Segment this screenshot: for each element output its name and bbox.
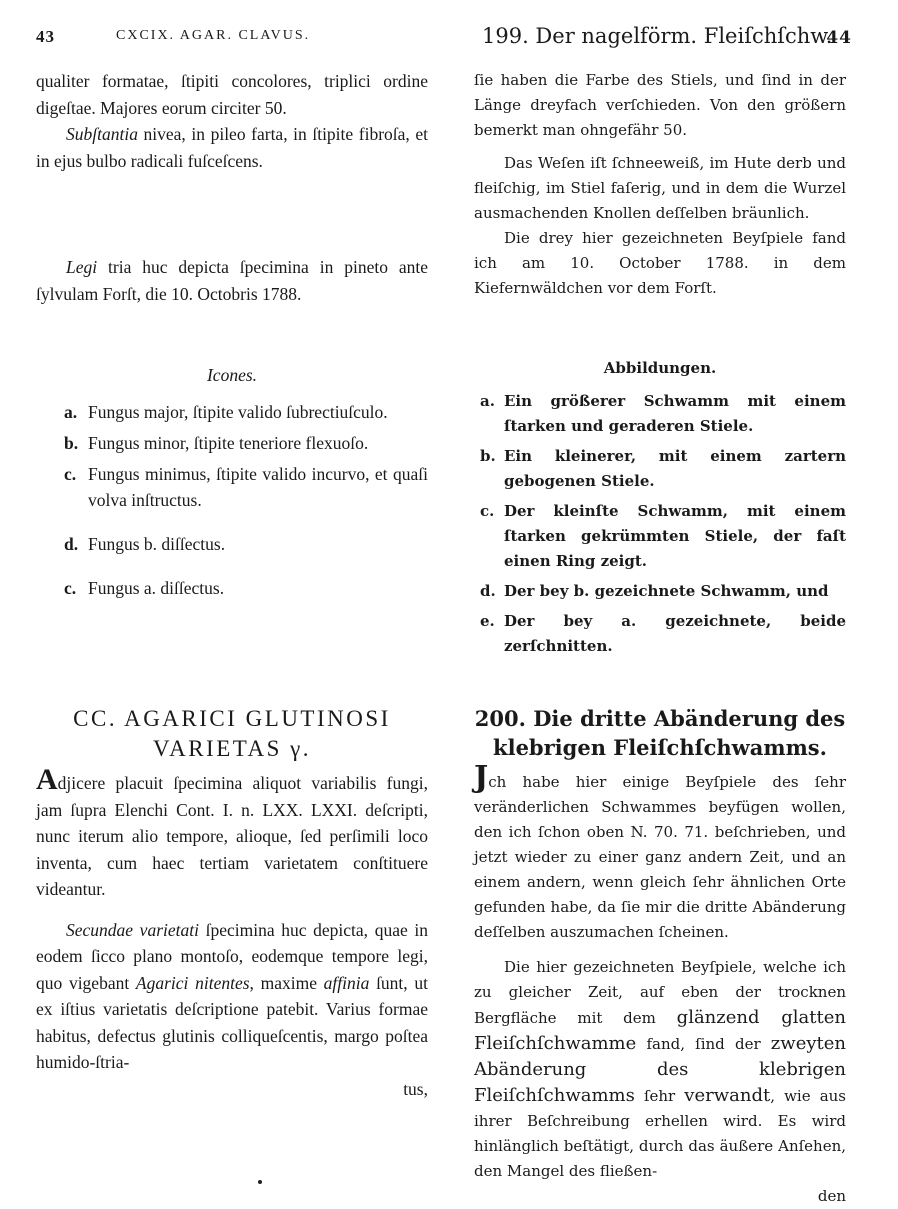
italic-term: affinia: [323, 972, 370, 993]
item-marker: c.: [480, 502, 495, 520]
section-title: 200. Die dritte Abänderung des klebrigen Fleiſchſchwamms.: [474, 706, 846, 760]
item-marker: c.: [64, 463, 77, 484]
paragraph: Das Weſen iſt ſchneeweiß, im Hute derb und fleiſchig, im Stiel faſerig, und in dem die Wurzel ausmachenden Knollen deſſelben bräunlich.: [474, 154, 846, 222]
paragraph-text: ſpecimina huc depicta, quae in eodem ſicco plano montoſo, eodemque tempore legi, quo vigebant: [36, 919, 428, 993]
paragraph: qualiter formatae, ſtipiti concolores, triplici ordine digeſtae. Majores eorum circiter 50.: [36, 71, 428, 118]
paragraph: ſie haben die Farbe des Stiels, und ſind in der Länge dreyfach verſchieden. Von den größern bemerkt man ohngefähr 50.: [474, 71, 846, 139]
abbildungen-list: [474, 389, 846, 659]
item-text: Ein kleinerer, mit einem zartern gebogenen Stiele.: [504, 447, 846, 490]
section-cc: [36, 704, 428, 1102]
italic-term: Agarici nitentes: [135, 972, 250, 993]
catchword: den: [817, 1187, 846, 1205]
list-item: [474, 444, 846, 494]
item-text: Fungus minor, ſtipite teneriore flexuoſo.: [88, 432, 369, 453]
section-200: [474, 704, 846, 1209]
paragraph: [36, 121, 428, 174]
item-marker: d.: [480, 582, 496, 600]
paragraph: [36, 763, 428, 903]
item-text: Fungus minimus, ſtipite valido incurvo, et quaſi volva inſtructus.: [88, 463, 428, 510]
icones-section: [36, 362, 428, 606]
page-number: 44: [826, 28, 852, 48]
running-title: CXCIX. AGAR. CLAVUS.: [116, 28, 311, 43]
paragraph-text: ſunt, ut ex iſtius varietatis deſcriptione patebit. Varius formae habitus, defectus glutinis colliqueſcentis, margo poſtea humido-ſtria-: [36, 972, 428, 1072]
running-title: 199. Der nagelförm. Fleiſchſchw.: [482, 24, 833, 48]
collection-note: [36, 254, 428, 307]
abbildungen-section: [474, 356, 846, 664]
list-item: [36, 531, 428, 557]
paragraph-text: Die hier gezeichneten Beyſpiele, welche ich zu gleicher Zeit, auf eben der trocknen Bergfläche mit dem: [474, 958, 846, 1027]
drop-cap: J: [474, 760, 489, 795]
paragraph: Die drey hier gezeichneten Beyſpiele fand ich am 10. October 1788. in dem Kiefernwäldchen vor dem Forſt.: [474, 229, 846, 297]
page-number: 43: [36, 27, 55, 46]
paragraph-text: ch habe hier einige Beyſpiele des ſehr veränderlichen Schwammes beyfügen wollen, den ich ſchon oben N. 70. 71. beſchrieben, und jetzt wieder zu einer ganz andern Zeit, und an einem andern, wenn gleich ſehr ähnlichen Orte gefunden habe, da ſie mir die dritte Abänderung deſſelben auszumachen ſcheinen.: [474, 773, 846, 941]
item-marker: a.: [64, 401, 78, 422]
list-item: [474, 579, 846, 604]
drop-cap: A: [36, 763, 58, 796]
paragraph: [36, 917, 428, 1076]
item-marker: e.: [480, 612, 495, 630]
list-item: [36, 461, 428, 513]
abbildungen-heading: Abbildungen.: [603, 359, 717, 377]
item-text: Fungus a. diſſectus.: [88, 577, 225, 598]
emphasized-term: glänzend glatten Fleiſchſchwamme: [474, 1007, 846, 1054]
list-item: [36, 399, 428, 425]
print-mark: [258, 1180, 262, 1184]
emphasized-term: verwandt: [684, 1085, 771, 1106]
item-marker: d.: [64, 533, 79, 554]
emphasized-term: zweyten Abänderung des klebrigen Fleiſchſchwamms: [474, 1033, 846, 1106]
icones-list: [36, 399, 428, 601]
item-marker: b.: [480, 447, 496, 465]
paragraph-text: djicere placuit ſpecimina aliquot variabilis fungi, jam ſupra Elenchi Cont. I. n. LXX. LXXI. deſcripti, nunc iterum alio tempore, alioque, ſed perſimili loco inventa, cum haec tertiam varietatem conſtituere videantur.: [36, 773, 428, 899]
item-text: Der bey a. gezeichnete, beide zerſchnitten.: [504, 612, 846, 655]
paragraph: [474, 760, 846, 945]
item-marker: b.: [64, 432, 79, 453]
list-item: [474, 389, 846, 439]
section-title-line: VARIETAS γ.: [152, 736, 312, 761]
lead-term: Legi: [66, 257, 98, 277]
lead-term: Subſtantia: [66, 124, 138, 144]
paragraph-text: nivea, in pileo farta, in ſtipite fibroſa, et in ejus bulbo radicali fuſceſcens.: [36, 124, 428, 171]
list-item: [36, 430, 428, 456]
item-text: Der kleinſte Schwamm, mit einem ſtarken gekrümmten Stiele, der faſt einen Ring zeigt.: [504, 502, 846, 570]
section-title-line: CC. AGARICI GLUTINOSI: [73, 706, 391, 731]
list-item: [474, 609, 846, 659]
item-marker: c.: [64, 577, 77, 598]
paragraph: [36, 254, 428, 307]
item-text: Der bey b. gezeichnete Schwamm, und: [504, 582, 829, 600]
paragraph-text: , wie aus ihrer Beſchreibung erhellen wird. Es wird hinlänglich beſtätigt, durch das äußere Anſehen, den Mangel des fließen-: [474, 1087, 846, 1180]
item-text: Fungus b. diſſectus.: [88, 533, 226, 554]
item-text: Fungus major, ſtipite valido ſubrectiuſculo.: [88, 401, 388, 422]
description-block: [474, 68, 846, 301]
description-block: [36, 68, 428, 174]
section-title: [36, 704, 428, 764]
list-item: [474, 499, 846, 574]
catchword: tus,: [403, 1078, 428, 1099]
paragraph: [474, 955, 846, 1184]
paragraph-text: , maxime: [249, 972, 324, 993]
item-text: Ein größerer Schwamm mit einem ſtarken und geraderen Stiele.: [504, 392, 846, 435]
paragraph-text: fand, ſind der: [636, 1035, 771, 1053]
item-marker: a.: [480, 392, 495, 410]
paragraph-text: ſehr: [634, 1087, 685, 1105]
icones-heading: Icones.: [206, 365, 258, 385]
list-item: [36, 575, 428, 601]
paragraph-text: tria huc depicta ſpecimina in pineto ante ſylvulam Forſt, die 10. Octobris 1788.: [36, 257, 428, 304]
lead-term: Secundae varietati: [66, 919, 199, 940]
